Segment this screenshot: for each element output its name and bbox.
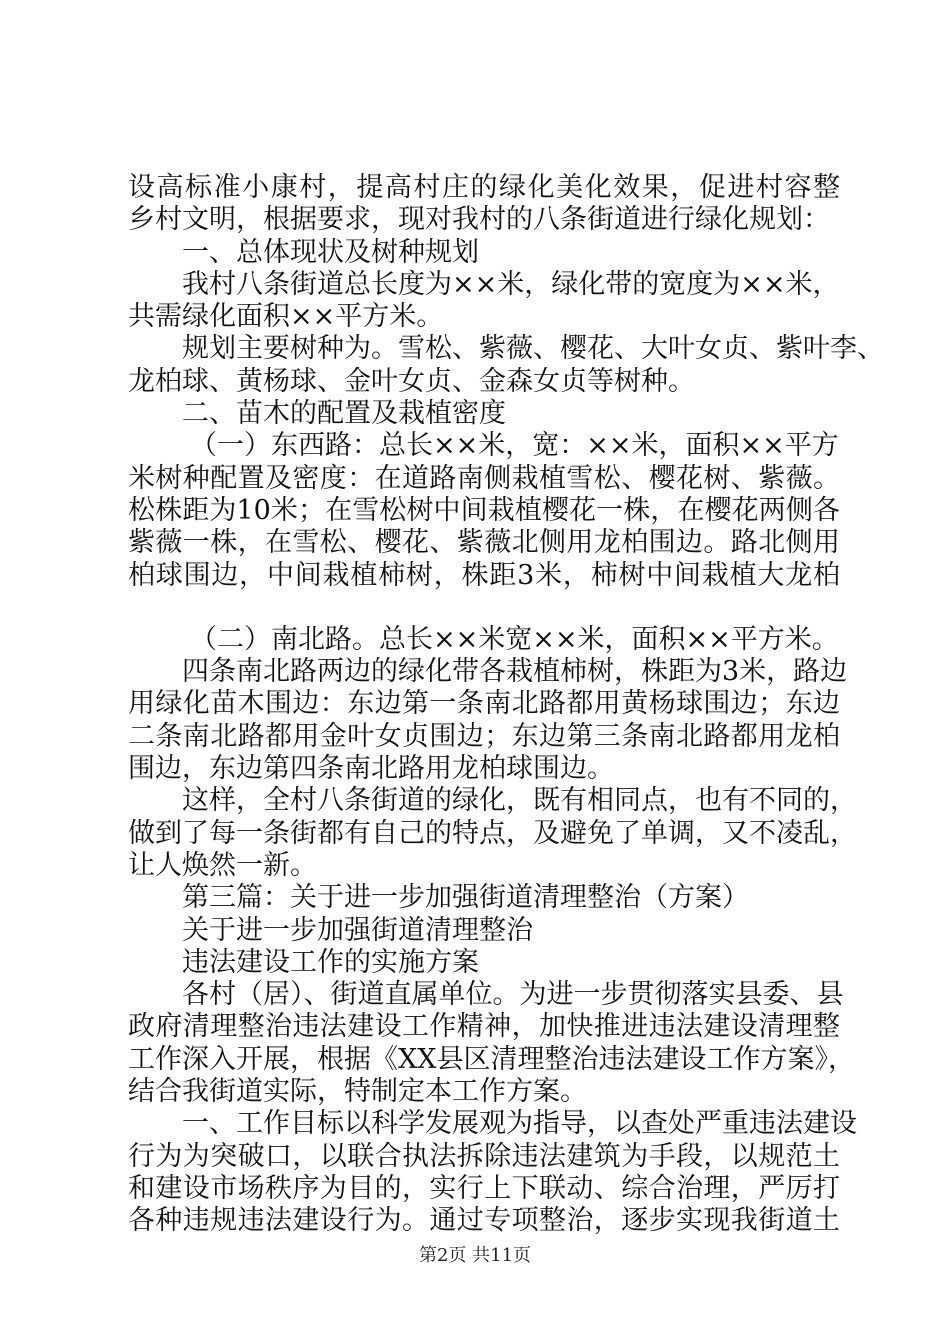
text-line: 结合我街道实际，特制定本工作方案。 [128, 1076, 587, 1108]
text-line: 紫薇一株，在雪松、樱花、紫薇北侧用龙柏围边。路北侧用 [128, 527, 840, 559]
page-number-footer: 第2页 共11页 [418, 1245, 532, 1266]
paragraph-gap [128, 592, 840, 624]
document-body [128, 172, 884, 1238]
text-line: 四条南北路两边的绿化带各栽植柿树，株距为3米，路边 [182, 656, 848, 688]
section-heading: 一、总体现状及树种规划 [182, 236, 479, 268]
text-line: 用绿化苗木围边：东边第一条南北路都用黄杨球围边；东边 [128, 688, 840, 720]
text-line: 柏球围边，中间栽植柿树，株距3米，柿树中间栽植大龙柏 [128, 559, 840, 591]
text-line: 政府清理整治违法建设工作精神，加快推进违法建设清理整 [128, 1011, 840, 1043]
text-line: 规划主要树种为。雪松、紫薇、樱花、大叶女贞、紫叶李、 [182, 333, 884, 365]
text-line: 米树种配置及密度：在道路南侧栽植雪松、樱花树、紫薇。 [128, 462, 840, 494]
text-line: 这样，全村八条街道的绿化，既有相同点，也有不同的， [182, 785, 857, 817]
text-line: 行为为突破口，以联合执法拆除违法建筑为手段，以规范土 [128, 1140, 840, 1172]
article-subtitle: 关于进一步加强街道清理整治 [182, 914, 533, 946]
text-line: 松株距为10米；在雪松树中间栽植樱花一株，在樱花两侧各 [128, 494, 840, 526]
text-line: 设高标准小康村，提高村庄的绿化美化效果，促进村容整 [128, 172, 840, 203]
text-line: 做到了每一条街都有自己的特点，及避免了单调，又不凌乱， [128, 817, 857, 849]
text-line: 我村八条街道总长度为××米，绿化带的宽度为××米， [182, 268, 840, 300]
text-line: 共需绿化面积××平方米。 [128, 301, 444, 333]
text-line: 各种违规违法建设行为。通过专项整治，逐步实现我街道土 [128, 1205, 840, 1237]
text-line: 二条南北路都用金叶女贞围边；东边第三条南北路都用龙柏 [128, 720, 840, 752]
text-line: （二）南北路。总长××米宽××米，面积××平方米。 [190, 623, 839, 655]
text-line: 和建设市场秩序为目的，实行上下联动、综合治理，严厉打 [128, 1172, 840, 1204]
section-heading: 二、苗木的配置及栽植密度 [182, 398, 506, 430]
text-line: 一、工作目标以科学发展观为指导，以查处严重违法建设 [182, 1108, 857, 1140]
article-title: 第三篇：关于进一步加强街道清理整治（方案） [182, 882, 749, 914]
text-line: 乡村文明，根据要求，现对我村的八条街道进行绿化规划： [128, 204, 830, 236]
text-line: 各村（居）、街道直属单位。为进一步贯彻落实县委、县 [182, 979, 844, 1011]
text-line: 让人焕然一新。 [128, 849, 317, 881]
text-line: 工作深入开展，根据《XX县区清理整治违法建设工作方案》， [128, 1043, 855, 1075]
text-line: （一）东西路：总长××米，宽：××米，面积××平方 [190, 430, 839, 462]
text-line: 围边，东边第四条南北路用龙柏球围边。 [128, 753, 614, 785]
text-line: 龙柏球、黄杨球、金叶女贞、金森女贞等树种。 [128, 365, 695, 397]
article-subtitle: 违法建设工作的实施方案 [182, 946, 479, 978]
